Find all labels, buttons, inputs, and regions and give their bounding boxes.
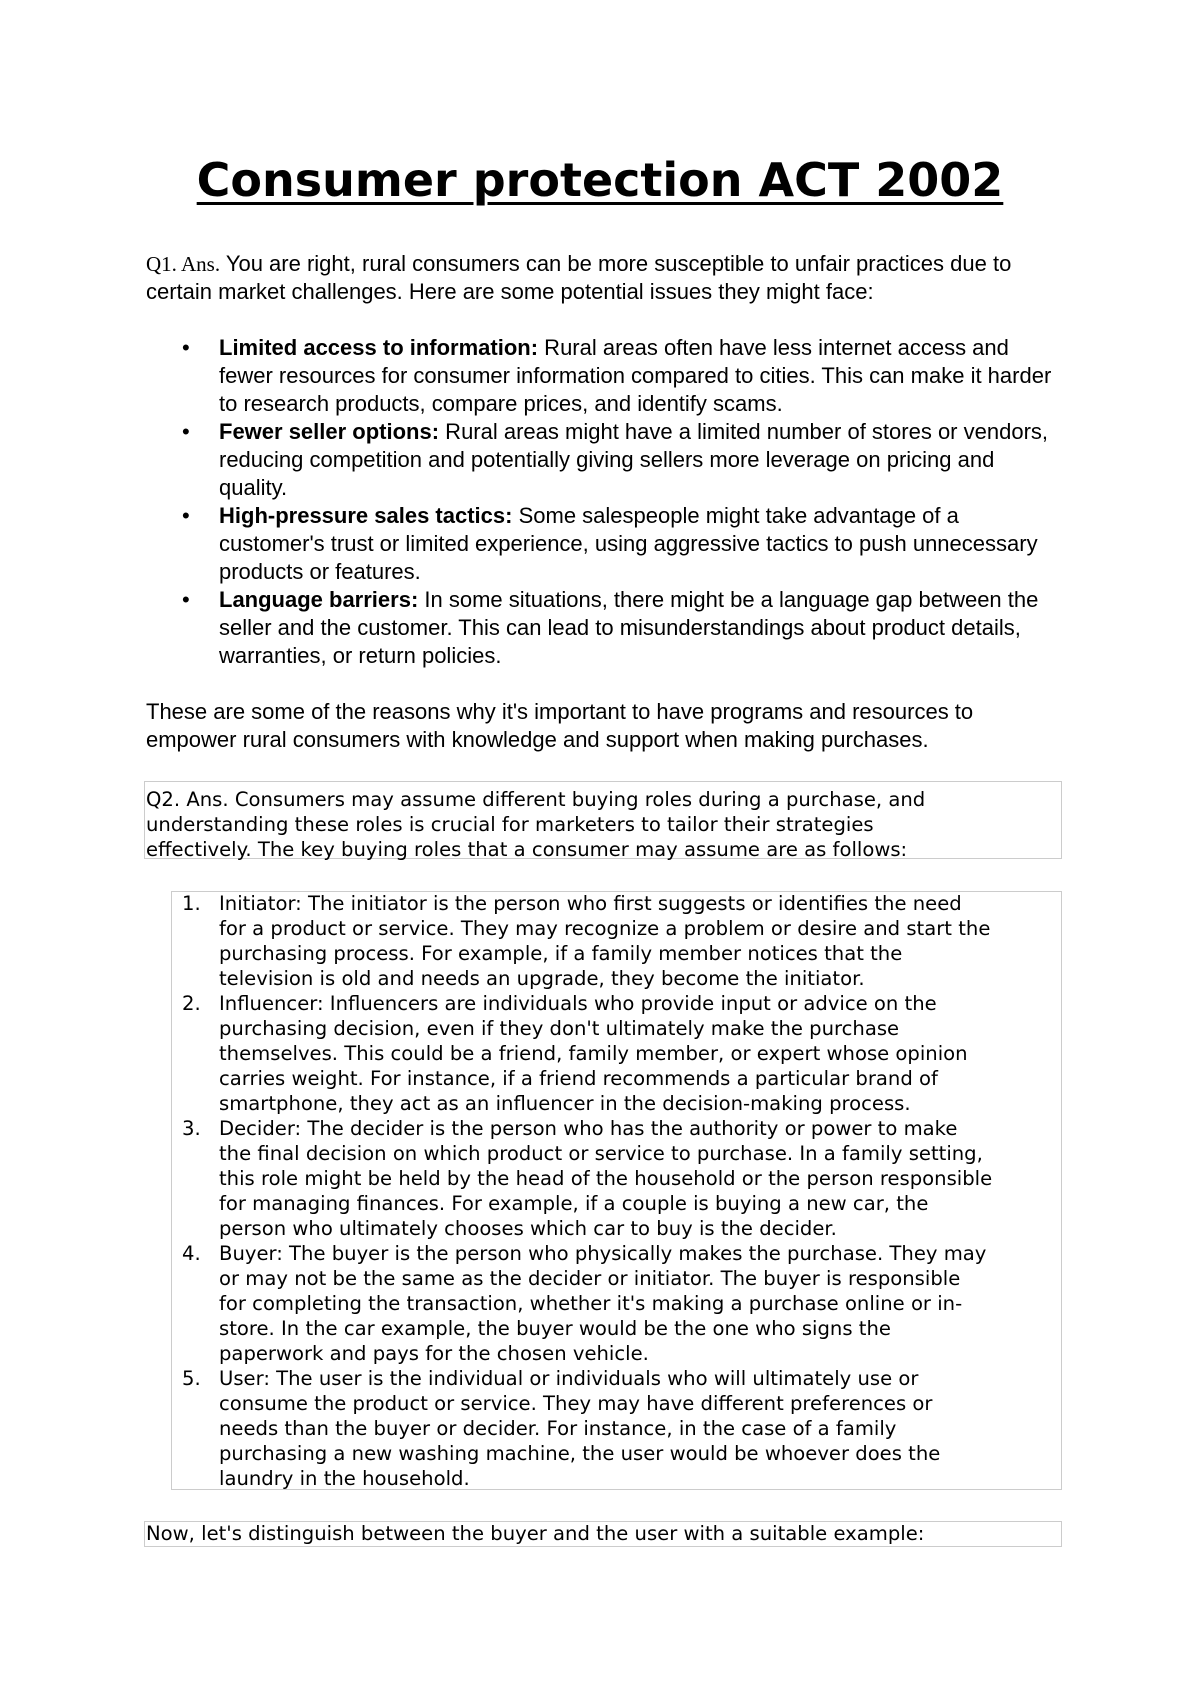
list-item: [146, 586, 1066, 670]
issue-heading: Fewer seller options:: [219, 419, 440, 444]
bullet-icon: •: [182, 419, 190, 444]
role-text: User: The user is the individual or individuals who will ultimately use or consume the product or service. They may have different preferences or needs than the buyer or decider. For instance, in the case of a family purchasing a new washing machine, the user would be whoever does the laundry in the household.: [219, 1367, 941, 1490]
issue-text: Some salespeople might take advantage of a customer's trust or limited experience, using aggressive tactics to push unnecessary products or features.: [219, 503, 1038, 584]
list-number: 1.: [182, 892, 201, 915]
issue-text: Rural areas might have a limited number of stores or vendors, reducing competition and potentially giving sellers more leverage on pricing and quality.: [219, 419, 1049, 500]
list-item: [146, 991, 1066, 1116]
buyer-user-followup: Now, let's distinguish between the buyer and the user with a suitable example:: [146, 1522, 925, 1545]
list-item: [146, 891, 1066, 991]
role-text: Initiator: The initiator is the person who first suggests or identifies the need for a product or service. They may recognize a problem or desire and start the purchasing process. For example, if a family member notices that the television is old and needs an upgrade, they become the initiator.: [219, 892, 991, 990]
list-number: 2.: [182, 992, 201, 1015]
role-text: Influencer: Influencers are individuals who provide input or advice on the purchasing decision, even if they don't ultimately make the purchase themselves. This could be a friend, family member, or expert whose opinion carries weight. For instance, if a friend recommends a particular brand of smartphone, they act as an influencer in the decision-making process.: [219, 992, 968, 1115]
list-item: [146, 334, 1066, 418]
q1-answer-label: Q1. Ans.: [146, 252, 221, 276]
q1-closing-paragraph: These are some of the reasons why it's important to have programs and resources to empower rural consumers with knowledge and support when making purchases.: [146, 699, 974, 752]
bullet-icon: •: [182, 587, 190, 612]
list-number: 5.: [182, 1367, 201, 1390]
q1-answer-intro: [146, 250, 1066, 306]
list-item: [146, 418, 1066, 502]
buying-roles-list: [146, 891, 1066, 1491]
list-item: [146, 502, 1066, 586]
list-item: [146, 1366, 1066, 1491]
document-title: Consumer protection ACT 2002: [196, 153, 1004, 207]
list-item: [146, 1241, 1066, 1366]
issue-text: Rural areas often have less internet access and fewer resources for consumer information compared to cities. This can make it harder to research products, compare prices, and identify scams.: [219, 335, 1052, 416]
bullet-icon: •: [182, 335, 190, 360]
list-number: 3.: [182, 1117, 201, 1140]
issue-heading: Language barriers:: [219, 587, 419, 612]
list-number: 4.: [182, 1242, 201, 1265]
list-item: [146, 1116, 1066, 1241]
issue-heading: Limited access to information:: [219, 335, 539, 360]
q1-intro-text: You are right, rural consumers can be more susceptible to unfair practices due to certain market challenges. Here are some potential issues they might face:: [146, 251, 1012, 304]
role-text: Decider: The decider is the person who has the authority or power to make the final decision on which product or service to purchase. In a family setting, this role might be held by the head of the household or the person responsible for managing finances. For example, if a couple is buying a new car, the person who ultimately chooses which car to buy is the decider.: [219, 1117, 993, 1240]
issue-heading: High-pressure sales tactics:: [219, 503, 513, 528]
role-text: Buyer: The buyer is the person who physically makes the purchase. They may or may not be the same as the decider or initiator. The buyer is responsible for completing the transaction, whether it's making a purchase online or in- store. In the car example, the buyer would be the one who signs the paperwork and pays for the chosen vehicle.: [219, 1242, 987, 1365]
issue-text: In some situations, there might be a language gap between the seller and the customer. This can lead to misunderstandings about product details, warranties, or return policies.: [219, 587, 1039, 668]
bullet-icon: •: [182, 503, 190, 528]
q2-answer-intro: Q2. Ans. Consumers may assume different buying roles during a purchase, and understanding these roles is crucial for marketers to tailor their strategies effectively. The key buying roles that a consumer may assume are as follows:: [146, 788, 926, 861]
q1-issues-list: [146, 334, 1066, 670]
